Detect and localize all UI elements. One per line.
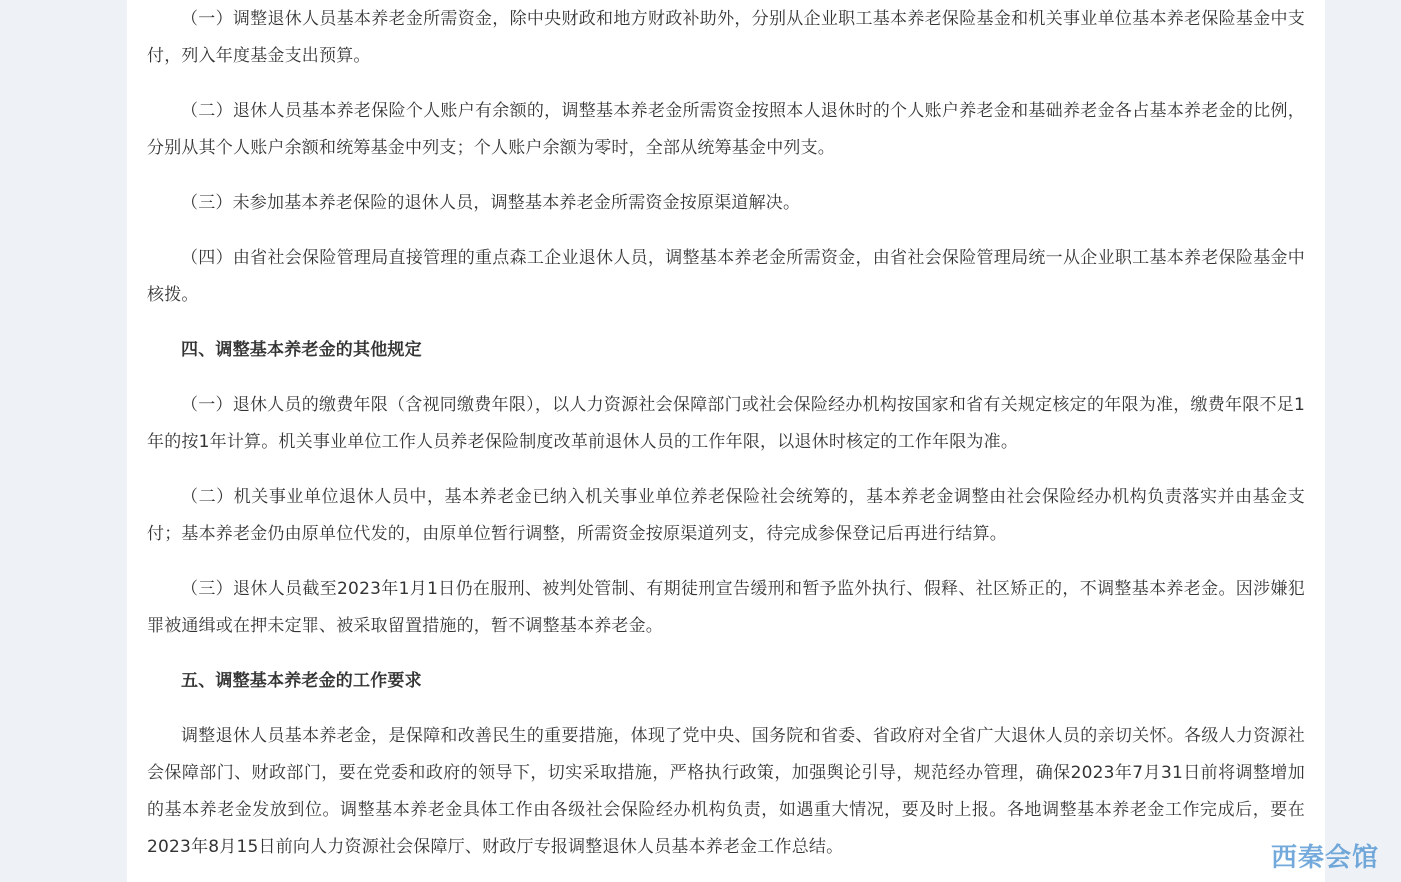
article-body [127,0,1325,882]
paragraph: （二）机关事业单位退休人员中，基本养老金已纳入机关事业单位养老保险社会统筹的，基本养老金调整由社会保险经办机构负责落实并由基金支付；基本养老金仍由原单位代发的，由原单位暂行调整，所需资金按原渠道列支，待完成参保登记后再进行结算。 [147,487,1305,544]
paragraph: （四）由省社会保险管理局直接管理的重点森工企业退休人员，调整基本养老金所需资金，由省社会保险管理局统一从企业职工基本养老保险基金中核拨。 [147,248,1305,305]
section-heading: 四、调整基本养老金的其他规定 [181,340,422,360]
paragraph: （一）退休人员的缴费年限（含视同缴费年限），以人力资源社会保障部门或社会保险经办机构按国家和省有关规定核定的年限为准，缴费年限不足1年的按1年计算。机关事业单位工作人员养老保险制度改革前退休人员的工作年限，以退休时核定的工作年限为准。 [147,395,1305,452]
watermark-logo: 西秦会馆 [1270,843,1379,873]
section-heading: 五、调整基本养老金的工作要求 [181,671,422,691]
article-content [147,1,1305,866]
paragraph: （一）调整退休人员基本养老金所需资金，除中央财政和地方财政补助外，分别从企业职工基本养老保险基金和机关事业单位基本养老保险基金中支付，列入年度基金支出预算。 [147,9,1305,66]
paragraph: （二）退休人员基本养老保险个人账户有余额的，调整基本养老金所需资金按照本人退休时的个人账户养老金和基础养老金各占基本养老金的比例，分别从其个人账户余额和统筹基金中列支；个人账户余额为零时，全部从统筹基金中列支。 [147,101,1305,158]
paragraph: 调整退休人员基本养老金，是保障和改善民生的重要措施，体现了党中央、国务院和省委、省政府对全省广大退休人员的亲切关怀。各级人力资源社会保障部门、财政部门，要在党委和政府的领导下，切实采取措施，严格执行政策，加强舆论引导，规范经办管理，确保2023年7月31日前将调整增加的基本养老金发放到位。调整基本养老金具体工作由各级社会保险经办机构负责，如遇重大情况，要及时上报。各地调整基本养老金工作完成后，要在2023年8月15日前向人力资源社会保障厅、财政厅专报调整退休人员基本养老金工作总结。 [147,726,1305,857]
paragraph: （三）退休人员截至2023年1月1日仍在服刑、被判处管制、有期徒刑宣告缓刑和暂予监外执行、假释、社区矫正的，不调整基本养老金。因涉嫌犯罪被通缉或在押未定罪、被采取留置措施的，暂不调整基本养老金。 [147,579,1305,636]
paragraph: （三）未参加基本养老保险的退休人员，调整基本养老金所需资金按原渠道解决。 [181,193,801,213]
